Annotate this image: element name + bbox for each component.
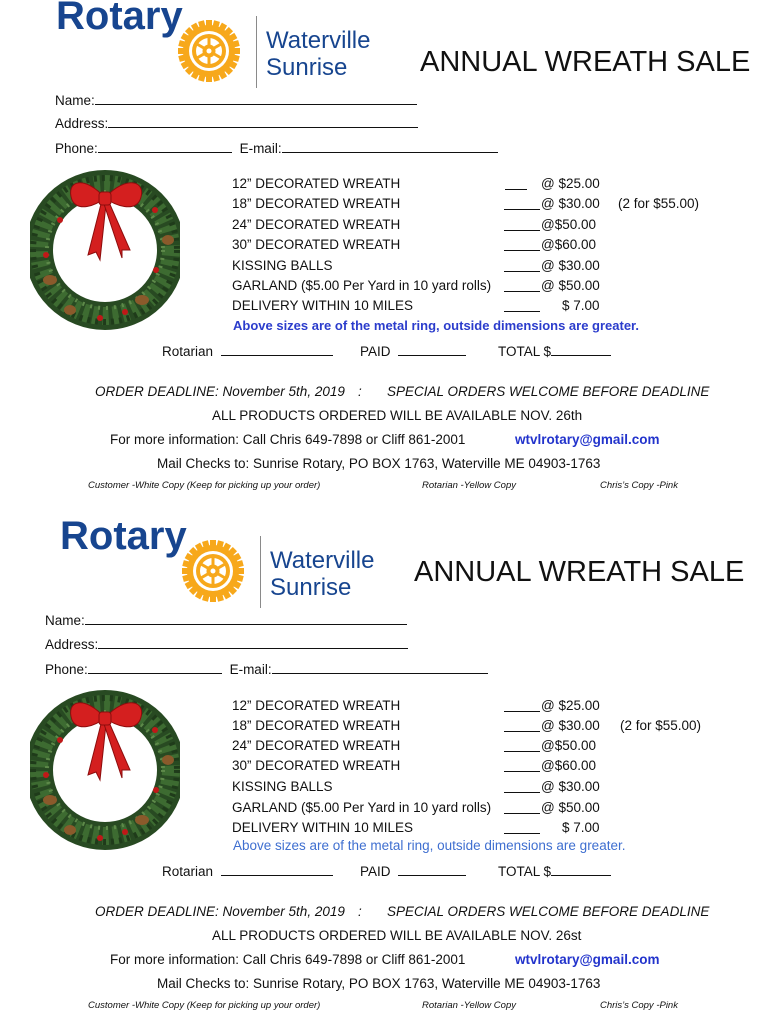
item-price: $ 7.00	[562, 298, 600, 313]
total-label: TOTAL $	[498, 864, 552, 879]
deadline-separator: :	[358, 904, 362, 919]
item-label: 30” DECORATED WREATH	[232, 237, 401, 252]
special-orders-note: SPECIAL ORDERS WELCOME BEFORE DEADLINE	[387, 384, 710, 399]
size-note: Above sizes are of the metal ring, outside dimensions are greater.	[233, 838, 626, 853]
name-input-line[interactable]	[85, 611, 407, 625]
contact-info: For more information: Call Chris 649-7898 or Cliff 861-2001	[110, 432, 466, 447]
club-name-line1: Waterville	[270, 547, 375, 574]
item-label: 18” DECORATED WREATH	[232, 196, 401, 211]
address-label: Address:	[55, 116, 109, 131]
special-orders-note: SPECIAL ORDERS WELCOME BEFORE DEADLINE	[387, 904, 710, 919]
item-quantity-line[interactable]	[504, 758, 540, 772]
rotary-wheel-icon	[179, 537, 247, 605]
item-quantity-line[interactable]	[504, 237, 540, 251]
contact-email-link[interactable]: wtvlrotary@gmail.com	[515, 952, 660, 967]
address-field	[55, 114, 418, 131]
rotarian-field	[162, 862, 333, 879]
logo-divider	[256, 16, 257, 88]
rotary-wordmark: Rotary	[60, 514, 187, 558]
item-price: @$60.00	[541, 758, 596, 773]
phone-email-field	[45, 660, 488, 677]
address-input-line[interactable]	[108, 114, 418, 128]
customer-copy-note: Customer -White Copy (Keep for picking up your order)	[88, 480, 321, 491]
item-label: KISSING BALLS	[232, 258, 333, 273]
rotarian-input-line[interactable]	[221, 342, 333, 356]
item-label: 12” DECORATED WREATH	[232, 698, 401, 713]
address-field	[45, 635, 408, 652]
rotary-wheel-icon	[175, 17, 243, 85]
club-name-line2: Sunrise	[270, 574, 352, 601]
item-quantity-line[interactable]	[504, 738, 540, 752]
item-quantity-line[interactable]	[504, 800, 540, 814]
item-label: 12” DECORATED WREATH	[232, 176, 401, 191]
paid-field	[360, 342, 466, 359]
name-input-line[interactable]	[95, 91, 417, 105]
email-label: E-mail:	[239, 141, 282, 156]
order-deadline: ORDER DEADLINE: November 5th, 2019	[95, 904, 345, 919]
wreath-image	[30, 160, 180, 340]
rotarian-copy-note: Rotarian -Yellow Copy	[422, 480, 516, 491]
item-quantity-line[interactable]	[504, 698, 540, 712]
item-label: 24” DECORATED WREATH	[232, 738, 401, 753]
paid-label: PAID	[360, 344, 391, 359]
wreath-image	[30, 680, 180, 860]
item-quantity-line[interactable]	[504, 258, 540, 272]
address-label: Address:	[45, 637, 99, 652]
paid-field	[360, 862, 466, 879]
item-label: DELIVERY WITHIN 10 MILES	[232, 298, 414, 313]
item-label: 18” DECORATED WREATH	[232, 718, 401, 733]
item-price: @ $30.00	[541, 779, 600, 794]
paid-input-line[interactable]	[398, 862, 466, 876]
customer-copy-note: Customer -White Copy (Keep for picking up your order)	[88, 1000, 321, 1011]
item-price: @ $30.00	[541, 718, 600, 733]
contact-info: For more information: Call Chris 649-7898 or Cliff 861-2001	[110, 952, 466, 967]
availability-note: ALL PRODUCTS ORDERED WILL BE AVAILABLE NOV. 26st	[212, 928, 582, 943]
rotarian-copy-note: Rotarian -Yellow Copy	[422, 1000, 516, 1011]
rotarian-label: Rotarian	[162, 864, 214, 879]
paid-label: PAID	[360, 864, 391, 879]
item-label: 30” DECORATED WREATH	[232, 758, 401, 773]
rotarian-input-line[interactable]	[221, 862, 333, 876]
order-form-top	[0, 0, 770, 512]
item-price: @$50.00	[541, 738, 596, 753]
item-label: 24” DECORATED WREATH	[232, 217, 401, 232]
deadline-separator: :	[358, 384, 362, 399]
email-input-line[interactable]	[282, 139, 498, 153]
chris-copy-note: Chris’s Copy -Pink	[600, 480, 678, 491]
item-quantity-line[interactable]	[505, 176, 527, 190]
total-label: TOTAL $	[498, 344, 552, 359]
item-quantity-line[interactable]	[504, 718, 540, 732]
order-deadline: ORDER DEADLINE: November 5th, 2019	[95, 384, 345, 399]
contact-email-link[interactable]: wtvlrotary@gmail.com	[515, 432, 660, 447]
item-price: @ $50.00	[541, 800, 600, 815]
item-price: @ $30.00	[541, 196, 600, 211]
item-label: GARLAND ($5.00 Per Yard in 10 yard rolls)	[232, 278, 492, 293]
item-quantity-line[interactable]	[504, 278, 540, 292]
phone-email-field	[55, 139, 498, 156]
item-label: KISSING BALLS	[232, 779, 333, 794]
item-price: @ $50.00	[541, 278, 600, 293]
availability-note: ALL PRODUCTS ORDERED WILL BE AVAILABLE NOV. 26th	[212, 408, 583, 423]
club-name-line1: Waterville	[266, 27, 371, 54]
mail-checks-address: Mail Checks to: Sunrise Rotary, PO BOX 1763, Waterville ME 04903-1763	[157, 456, 601, 471]
chris-copy-note: Chris’s Copy -Pink	[600, 1000, 678, 1011]
item-price: $ 7.00	[562, 820, 600, 835]
item-price: @$50.00	[541, 217, 596, 232]
phone-label: Phone:	[55, 141, 98, 156]
item-bundle-note: (2 for $55.00)	[620, 718, 702, 733]
item-quantity-line[interactable]	[504, 196, 540, 210]
item-quantity-line[interactable]	[504, 217, 540, 231]
name-field	[45, 611, 407, 628]
rotarian-label: Rotarian	[162, 344, 214, 359]
page-title: ANNUAL WREATH SALE	[414, 556, 745, 588]
item-quantity-line[interactable]	[504, 779, 540, 793]
rotary-wordmark: Rotary	[56, 0, 183, 38]
email-label: E-mail:	[229, 662, 272, 677]
phone-input-line[interactable]	[88, 660, 222, 674]
item-quantity-line[interactable]	[504, 298, 540, 312]
name-label: Name:	[55, 93, 95, 108]
item-quantity-line[interactable]	[504, 820, 540, 834]
name-label: Name:	[45, 613, 85, 628]
item-price: @ $30.00	[541, 258, 600, 273]
rotarian-field	[162, 342, 333, 359]
page-title: ANNUAL WREATH SALE	[420, 46, 751, 78]
logo-divider	[260, 536, 261, 608]
total-field	[498, 862, 611, 879]
item-price: @$60.00	[541, 237, 596, 252]
phone-label: Phone:	[45, 662, 88, 677]
size-note: Above sizes are of the metal ring, outside dimensions are greater.	[233, 318, 640, 333]
item-price: @ $25.00	[541, 698, 600, 713]
name-field	[55, 91, 417, 108]
email-input-line[interactable]	[272, 660, 488, 674]
item-price: @ $25.00	[541, 176, 600, 191]
mail-checks-address: Mail Checks to: Sunrise Rotary, PO BOX 1763, Waterville ME 04903-1763	[157, 976, 601, 991]
total-input-line[interactable]	[551, 862, 611, 876]
paid-input-line[interactable]	[398, 342, 466, 356]
phone-input-line[interactable]	[98, 139, 232, 153]
address-input-line[interactable]	[98, 635, 408, 649]
item-bundle-note: (2 for $55.00)	[618, 196, 700, 211]
item-label: GARLAND ($5.00 Per Yard in 10 yard rolls)	[232, 800, 492, 815]
total-input-line[interactable]	[551, 342, 611, 356]
total-field	[498, 342, 611, 359]
item-label: DELIVERY WITHIN 10 MILES	[232, 820, 414, 835]
order-form-bottom	[0, 514, 770, 1032]
club-name-line2: Sunrise	[266, 54, 348, 81]
